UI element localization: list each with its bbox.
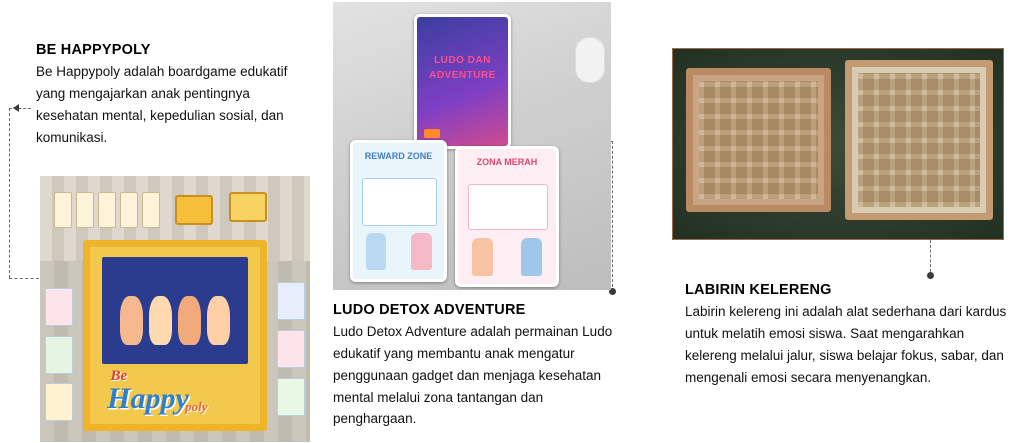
- photo-card-reward-zone: [350, 140, 448, 281]
- ludo-detox-photo: [333, 2, 611, 290]
- be-happypoly-description: Be Happypoly adalah boardgame edukatif yang mengajarkan anak pentingnya kesehatan mental, kepedulian sosial, dan komunikasi.: [36, 64, 288, 145]
- photo-side-card: [45, 383, 73, 421]
- photo-pawn-box: [229, 192, 267, 222]
- photo-logo-line-1: Be: [110, 367, 128, 384]
- labirin-kelereng-description: Labirin kelereng ini adalah alat sederhana dari kardus untuk melatih emosi siswa. Saat mengarahkan kelereng melalui jalur, siswa belajar fokus, sabar, dan mengenali emosi secara menyenangkan.: [685, 304, 1007, 385]
- photo-maze-board-right: [845, 60, 994, 220]
- photo-card-badge: [424, 129, 440, 138]
- photo-side-card: [277, 378, 305, 416]
- photo-mini-card: [120, 192, 138, 228]
- photo-logo-line-2: Happy: [107, 381, 189, 415]
- labirin-kelereng-photo: [672, 48, 1004, 240]
- connector-line-vertical: [9, 108, 10, 278]
- photo-character: [472, 238, 493, 276]
- photo-pawn-box: [175, 195, 213, 225]
- be-happypoly-title: BE HAPPYPOLY: [36, 42, 151, 58]
- photo-character: [207, 296, 230, 345]
- photo-side-card: [277, 282, 305, 320]
- photo-card-main: [414, 14, 512, 150]
- be-happypoly-photo: [40, 176, 310, 442]
- photo-card-main-title: LUDO DAN ADVENTURE: [429, 54, 496, 81]
- photo-side-card: [45, 336, 73, 374]
- connector-line-vertical: [612, 141, 613, 287]
- photo-mini-card: [98, 192, 116, 228]
- photo-mini-card: [54, 192, 72, 228]
- photo-card-text-panel: [362, 178, 437, 226]
- photo-maze-board-left: [686, 68, 831, 212]
- photo-card-zona-merah: [455, 146, 558, 287]
- connector-line-vertical: [930, 240, 931, 272]
- photo-character: [120, 296, 143, 345]
- photo-maze-walls: [858, 73, 981, 207]
- labirin-kelereng-title: LABIRIN KELERENG: [685, 282, 832, 298]
- photo-card-reward-title: REWARD ZONE: [364, 151, 433, 162]
- photo-logo-line-3: poly: [185, 399, 208, 415]
- photo-card-stack: [54, 192, 160, 228]
- section-be-happypoly: [36, 42, 308, 148]
- photo-card-text-panel: [468, 184, 548, 229]
- photo-character: [521, 238, 542, 276]
- section-labirin-kelereng: [685, 282, 1015, 388]
- ludo-detox-description: Ludo Detox Adventure adalah permainan Ludo edukatif yang membantu anak mengatur penggunaan gadget dan menjaga kesehatan mental melalui zona tantangan dan penghargaan.: [333, 324, 613, 427]
- photo-side-card: [45, 288, 73, 326]
- photo-character: [178, 296, 201, 345]
- photo-side-card: [277, 330, 305, 368]
- photo-character: [366, 233, 386, 271]
- connector-dot: [927, 272, 934, 279]
- photo-game-board: [83, 240, 267, 432]
- photo-character: [149, 296, 172, 345]
- section-ludo-detox-adventure: [333, 302, 623, 430]
- photo-card-zona-title: ZONA MERAH: [476, 157, 538, 168]
- photo-mini-card: [76, 192, 94, 228]
- photo-mini-card: [142, 192, 160, 228]
- photo-computer-mouse: [575, 37, 605, 83]
- photo-character: [411, 233, 431, 271]
- connector-line-horizontal-bottom: [9, 278, 39, 279]
- photo-maze-walls: [699, 81, 818, 199]
- connector-arrow-icon: [13, 104, 19, 112]
- photo-board-illustration: [102, 257, 248, 364]
- ludo-detox-title: LUDO DETOX ADVENTURE: [333, 302, 526, 318]
